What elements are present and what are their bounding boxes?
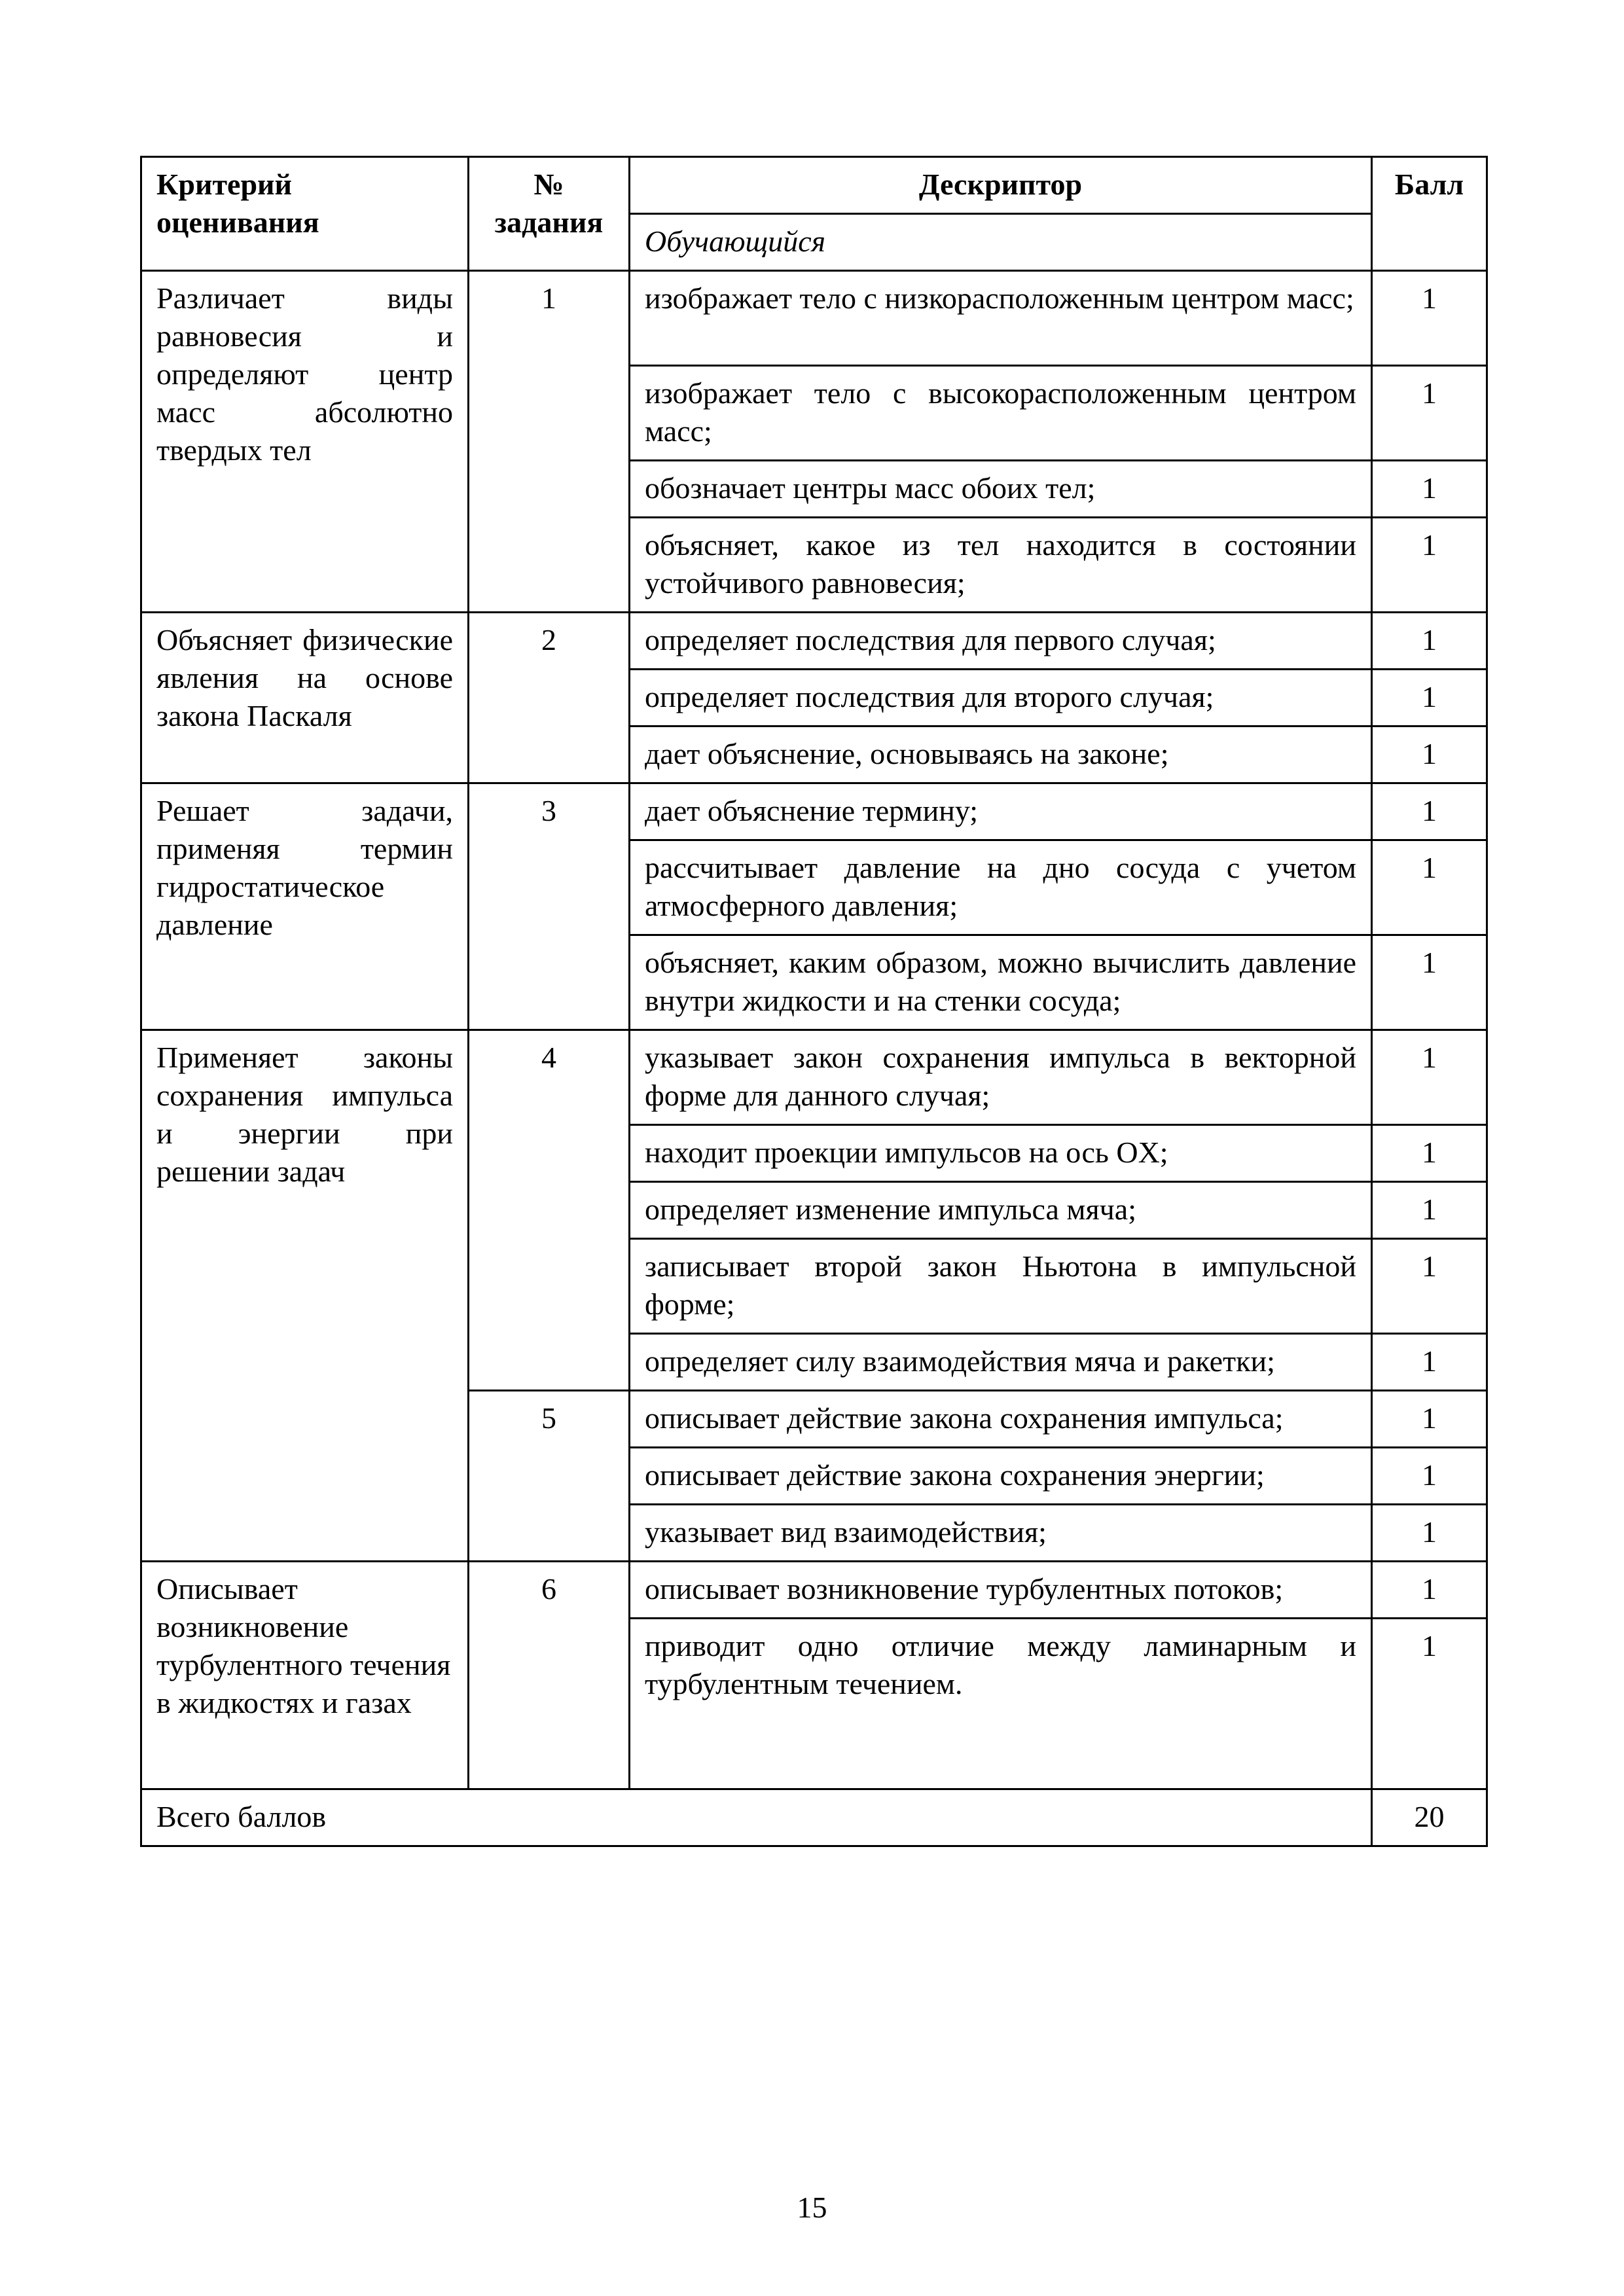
score-cell: 1	[1372, 1619, 1487, 1789]
descriptor-cell: обозначает центры масс обоих тел;	[630, 461, 1372, 518]
score-cell: 1	[1372, 613, 1487, 670]
criterion-cell: Объясняет физические явления на основе закона Паскаля	[141, 613, 469, 783]
descriptor-cell: приводит одно отличие между ламинарным и турбулентным течением.	[630, 1619, 1372, 1789]
descriptor-cell: определяет последствия для второго случая;	[630, 670, 1372, 726]
criterion-cell: Применяет законы сохранения импульса и энергии при решении задач	[141, 1030, 469, 1562]
task-number-cell: 2	[469, 613, 630, 783]
score-cell: 1	[1372, 1448, 1487, 1505]
header-descriptor: Дескриптор	[630, 157, 1372, 214]
table-row	[141, 783, 1487, 840]
task-number-cell: 4	[469, 1030, 630, 1391]
header-criterion: Критерий оценивания	[141, 157, 469, 271]
criterion-cell: Различает виды равновесия и определяют центр масс абсолютно твердых тел	[141, 271, 469, 613]
descriptor-cell: указывает закон сохранения импульса в векторной форме для данного случая;	[630, 1030, 1372, 1125]
task-number-cell: 5	[469, 1391, 630, 1562]
score-cell: 1	[1372, 783, 1487, 840]
criterion-cell: Решает задачи, применяя термин гидростатическое давление	[141, 783, 469, 1030]
descriptor-cell: рассчитывает давление на дно сосуда с учетом атмосферного давления;	[630, 840, 1372, 935]
table-row	[141, 271, 1487, 366]
descriptor-cell: дает объяснение, основываясь на законе;	[630, 726, 1372, 783]
task-number-cell: 6	[469, 1562, 630, 1789]
descriptor-cell: определяет изменение импульса мяча;	[630, 1182, 1372, 1239]
criterion-cell: Описывает возникновение турбулентного течения в жидкостях и газах	[141, 1562, 469, 1789]
task-number-cell: 3	[469, 783, 630, 1030]
score-cell: 1	[1372, 1182, 1487, 1239]
descriptor-cell: описывает действие закона сохранения импульса;	[630, 1391, 1372, 1448]
score-cell: 1	[1372, 366, 1487, 461]
table-row	[141, 613, 1487, 670]
table-header-row	[141, 157, 1487, 214]
score-cell: 1	[1372, 1030, 1487, 1125]
descriptor-cell: описывает действие закона сохранения энергии;	[630, 1448, 1372, 1505]
descriptor-cell: объясняет, какое из тел находится в состоянии устойчивого равновесия;	[630, 518, 1372, 613]
score-cell: 1	[1372, 1391, 1487, 1448]
score-cell: 1	[1372, 726, 1487, 783]
descriptor-cell: описывает возникновение турбулентных потоков;	[630, 1562, 1372, 1619]
total-label: Всего баллов	[141, 1789, 1372, 1846]
score-cell: 1	[1372, 935, 1487, 1030]
descriptor-cell: изображает тело с высокорасположенным центром масс;	[630, 366, 1372, 461]
page-number: 15	[797, 2191, 827, 2224]
header-score: Балл	[1372, 157, 1487, 271]
header-descriptor-subtitle: Обучающийся	[630, 214, 1372, 271]
score-cell: 1	[1372, 1239, 1487, 1334]
header-task-number: № задания	[469, 157, 630, 271]
total-row	[141, 1789, 1487, 1846]
score-cell: 1	[1372, 670, 1487, 726]
table-row	[141, 1030, 1487, 1125]
task-number-cell: 1	[469, 271, 630, 613]
score-cell: 1	[1372, 518, 1487, 613]
total-score: 20	[1372, 1789, 1487, 1846]
score-cell: 1	[1372, 1125, 1487, 1182]
descriptor-cell: изображает тело с низкорасположенным центром масс;	[630, 271, 1372, 366]
descriptor-cell: определяет силу взаимодействия мяча и ракетки;	[630, 1334, 1372, 1391]
descriptor-cell: указывает вид взаимодействия;	[630, 1505, 1372, 1562]
score-cell: 1	[1372, 461, 1487, 518]
score-cell: 1	[1372, 840, 1487, 935]
table-row	[141, 1562, 1487, 1619]
score-cell: 1	[1372, 271, 1487, 366]
descriptor-cell: дает объяснение термину;	[630, 783, 1372, 840]
score-cell: 1	[1372, 1334, 1487, 1391]
descriptor-cell: определяет последствия для первого случая;	[630, 613, 1372, 670]
descriptor-cell: записывает второй закон Ньютона в импульсной форме;	[630, 1239, 1372, 1334]
descriptor-cell: находит проекции импульсов на ось OX;	[630, 1125, 1372, 1182]
score-cell: 1	[1372, 1505, 1487, 1562]
score-cell: 1	[1372, 1562, 1487, 1619]
descriptor-cell: объясняет, каким образом, можно вычислить давление внутри жидкости и на стенки сосуда;	[630, 935, 1372, 1030]
assessment-rubric-table	[140, 156, 1488, 1847]
